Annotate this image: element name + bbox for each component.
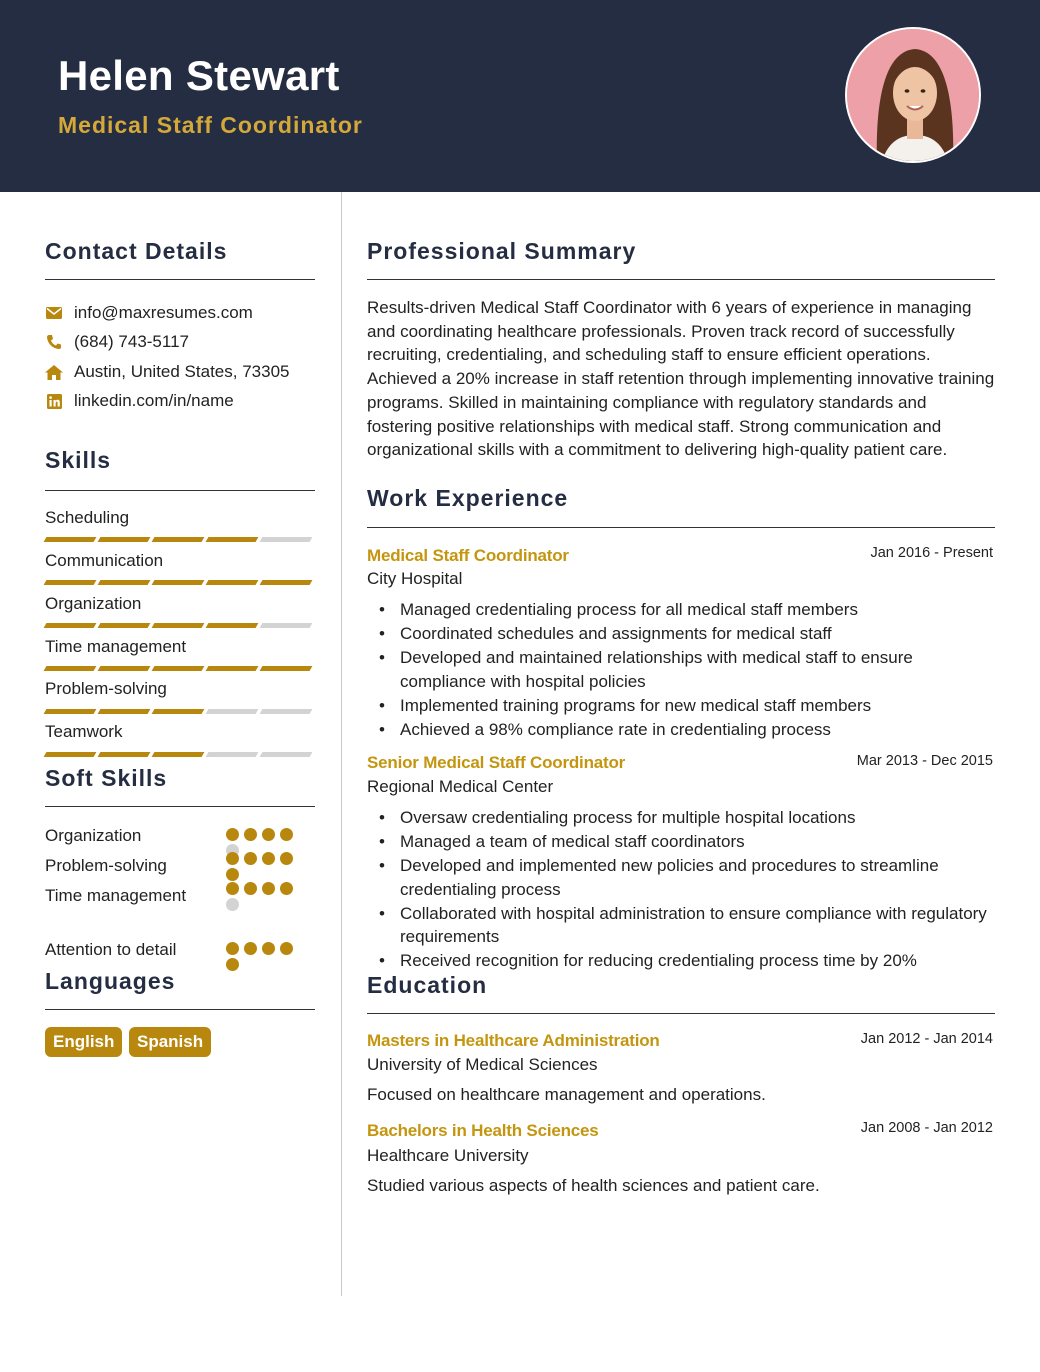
skills-rule: [45, 490, 315, 491]
phone-icon: [45, 333, 63, 351]
contact-phone-text: (684) 743-5117: [74, 332, 189, 351]
skill-bar-segment: [206, 580, 259, 585]
education-heading: Education: [367, 972, 488, 998]
rating-dot: [226, 868, 239, 881]
skill-label: Problem-solving: [45, 679, 167, 698]
skill-bar-segment: [44, 666, 97, 671]
school-name: Healthcare University: [367, 1146, 529, 1165]
skill-bar-segment: [98, 666, 151, 671]
rating-dot: [262, 942, 275, 955]
skill-bar: [45, 537, 315, 542]
skill-bar-segment: [206, 666, 259, 671]
job-org: Regional Medical Center: [367, 777, 554, 796]
home-icon: [45, 363, 63, 381]
soft-skills-rule: [45, 806, 315, 807]
skill-bar-segment: [98, 537, 151, 542]
contact-linkedin-text: linkedin.com/in/name: [74, 391, 234, 410]
list-item: • Developed and maintained relationships with medical staff to ensure compliance with hospital policies: [367, 646, 995, 693]
skill-bar: [45, 752, 315, 757]
job-date: Mar 2013 - Dec 2015: [856, 753, 993, 769]
skill-bar-segment: [260, 666, 313, 671]
rating-dot: [226, 942, 239, 955]
rating-dot: [226, 828, 239, 841]
skill-bar-segment: [152, 752, 205, 757]
linkedin-icon: [45, 392, 63, 410]
rating-dot: [262, 828, 275, 841]
job-bullets: [367, 598, 995, 742]
skill-bar-segment: [98, 752, 151, 757]
rating-dot: [226, 882, 239, 895]
job-title: Medical Staff Coordinator: [367, 546, 569, 565]
skill-bar-segment: [260, 580, 313, 585]
rating-dot: [280, 882, 293, 895]
skill-bar-segment: [152, 623, 205, 628]
skill-label: Time management: [45, 637, 187, 656]
experience-rule: [367, 527, 995, 528]
soft-skills-heading: Soft Skills: [45, 765, 168, 791]
header: [0, 0, 1040, 192]
language-tag: Spanish: [129, 1027, 211, 1057]
skill-bar-segment: [98, 623, 151, 628]
rating-dot: [226, 958, 239, 971]
job-date: Jan 2016 - Present: [870, 545, 993, 561]
rating-dot: [262, 882, 275, 895]
skill-bar-segment: [44, 580, 97, 585]
education-rule: [367, 1013, 995, 1014]
contact-linkedin[interactable]: [45, 391, 234, 411]
list-item: • Achieved a 98% compliance rate in credentialing process: [367, 718, 995, 742]
skill-bar-segment: [152, 666, 205, 671]
rating-dot: [244, 942, 257, 955]
soft-skill-label: Attention to detail: [45, 940, 177, 959]
rating-dot: [226, 898, 239, 911]
degree-date: Jan 2012 - Jan 2014: [860, 1031, 993, 1047]
rating-dot: [244, 882, 257, 895]
degree-date: Jan 2008 - Jan 2012: [860, 1120, 993, 1136]
candidate-title: Medical Staff Coordinator: [58, 112, 363, 138]
skill-bar-segment: [44, 709, 97, 714]
skills-heading: Skills: [45, 447, 112, 473]
contact-rule: [45, 279, 315, 280]
rating-dot: [226, 852, 239, 865]
skill-bar-segment: [206, 537, 259, 542]
list-item: • Managed a team of medical staff coordinators: [367, 830, 995, 854]
contact-address: [45, 362, 289, 382]
soft-skill-label: Time management: [45, 886, 187, 905]
skill-bar-segment: [152, 580, 205, 585]
degree-title: Masters in Healthcare Administration: [367, 1031, 660, 1050]
experience-heading: Work Experience: [367, 485, 569, 511]
skill-label: Communication: [45, 551, 164, 570]
contact-email[interactable]: [45, 303, 253, 323]
avatar: [845, 27, 981, 163]
skill-bar-segment: [206, 623, 259, 628]
rating-dot: [262, 852, 275, 865]
skill-bar-segment: [152, 537, 205, 542]
soft-skill-dots: [226, 942, 300, 971]
skill-bar-segment: [260, 623, 313, 628]
skill-bar: [45, 666, 315, 671]
skill-bar-segment: [260, 752, 313, 757]
list-item: • Managed credentialing process for all medical staff members: [367, 598, 995, 622]
skill-bar-segment: [152, 709, 205, 714]
column-divider: [341, 192, 342, 1296]
job-bullets: [367, 806, 995, 973]
skill-bar: [45, 580, 315, 585]
rating-dot: [280, 828, 293, 841]
languages-heading: Languages: [45, 968, 176, 994]
skill-bar-segment: [260, 709, 313, 714]
envelope-icon: [45, 304, 63, 322]
summary-heading: Professional Summary: [367, 238, 637, 264]
soft-skill-dots: [226, 882, 300, 911]
list-item: • Collaborated with hospital administration to ensure compliance with regulatory requirements: [367, 902, 995, 949]
skill-bar-segment: [44, 537, 97, 542]
summary-rule: [367, 279, 995, 280]
rating-dot: [280, 852, 293, 865]
skill-bar: [45, 623, 315, 628]
skill-label: Scheduling: [45, 508, 130, 527]
skill-bar-segment: [98, 709, 151, 714]
contact-heading: Contact Details: [45, 238, 228, 264]
list-item: • Received recognition for reducing credentialing process time by 20%: [367, 949, 995, 973]
skill-bar: [45, 709, 315, 714]
list-item: • Coordinated schedules and assignments for medical staff: [367, 622, 995, 646]
job-title: Senior Medical Staff Coordinator: [367, 753, 626, 772]
rating-dot: [244, 852, 257, 865]
skill-bar-segment: [206, 752, 259, 757]
school-name: University of Medical Sciences: [367, 1055, 598, 1074]
degree-title: Bachelors in Health Sciences: [367, 1121, 599, 1140]
skill-bar-segment: [44, 623, 97, 628]
skill-bar-segment: [44, 752, 97, 757]
rating-dot: [244, 828, 257, 841]
list-item: • Developed and implemented new policies and procedures to streamline credentialing process: [367, 854, 995, 901]
degree-description: Focused on healthcare management and operations.: [367, 1085, 766, 1104]
soft-skill-label: Organization: [45, 826, 142, 845]
job-org: City Hospital: [367, 569, 463, 588]
skill-bar-segment: [206, 709, 259, 714]
contact-address-text: Austin, United States, 73305: [74, 362, 290, 381]
skill-label: Organization: [45, 594, 142, 613]
summary-text: Results-driven Medical Staff Coordinator with 6 years of experience in managing and coordinating healthcare professionals. Proven track record of successfully recruiting, credentialing, and scheduling staff to ensure efficient operations. Achieved a 20% increase in staff retention through implementing innovative training programs. Skilled in maintaining compliance with regulatory standards and fostering positive relationships with medical staff. Strong communication and organizational skills with a commitment to delivering high-quality patient care.: [367, 298, 995, 460]
language-tag: English: [45, 1027, 122, 1057]
soft-skill-label: Problem-solving: [45, 856, 167, 875]
languages-rule: [45, 1009, 315, 1010]
rating-dot: [280, 942, 293, 955]
soft-skill-dots: [226, 852, 300, 881]
skill-label: Teamwork: [45, 722, 123, 741]
candidate-name: Helen Stewart: [58, 52, 340, 99]
list-item: • Implemented training programs for new medical staff members: [367, 694, 995, 718]
contact-phone[interactable]: [45, 332, 189, 352]
skill-bar-segment: [260, 537, 313, 542]
list-item: • Oversaw credentialing process for multiple hospital locations: [367, 806, 995, 830]
skill-bar-segment: [98, 580, 151, 585]
contact-email-text: info@maxresumes.com: [74, 303, 253, 322]
degree-description: Studied various aspects of health sciences and patient care.: [367, 1176, 820, 1195]
